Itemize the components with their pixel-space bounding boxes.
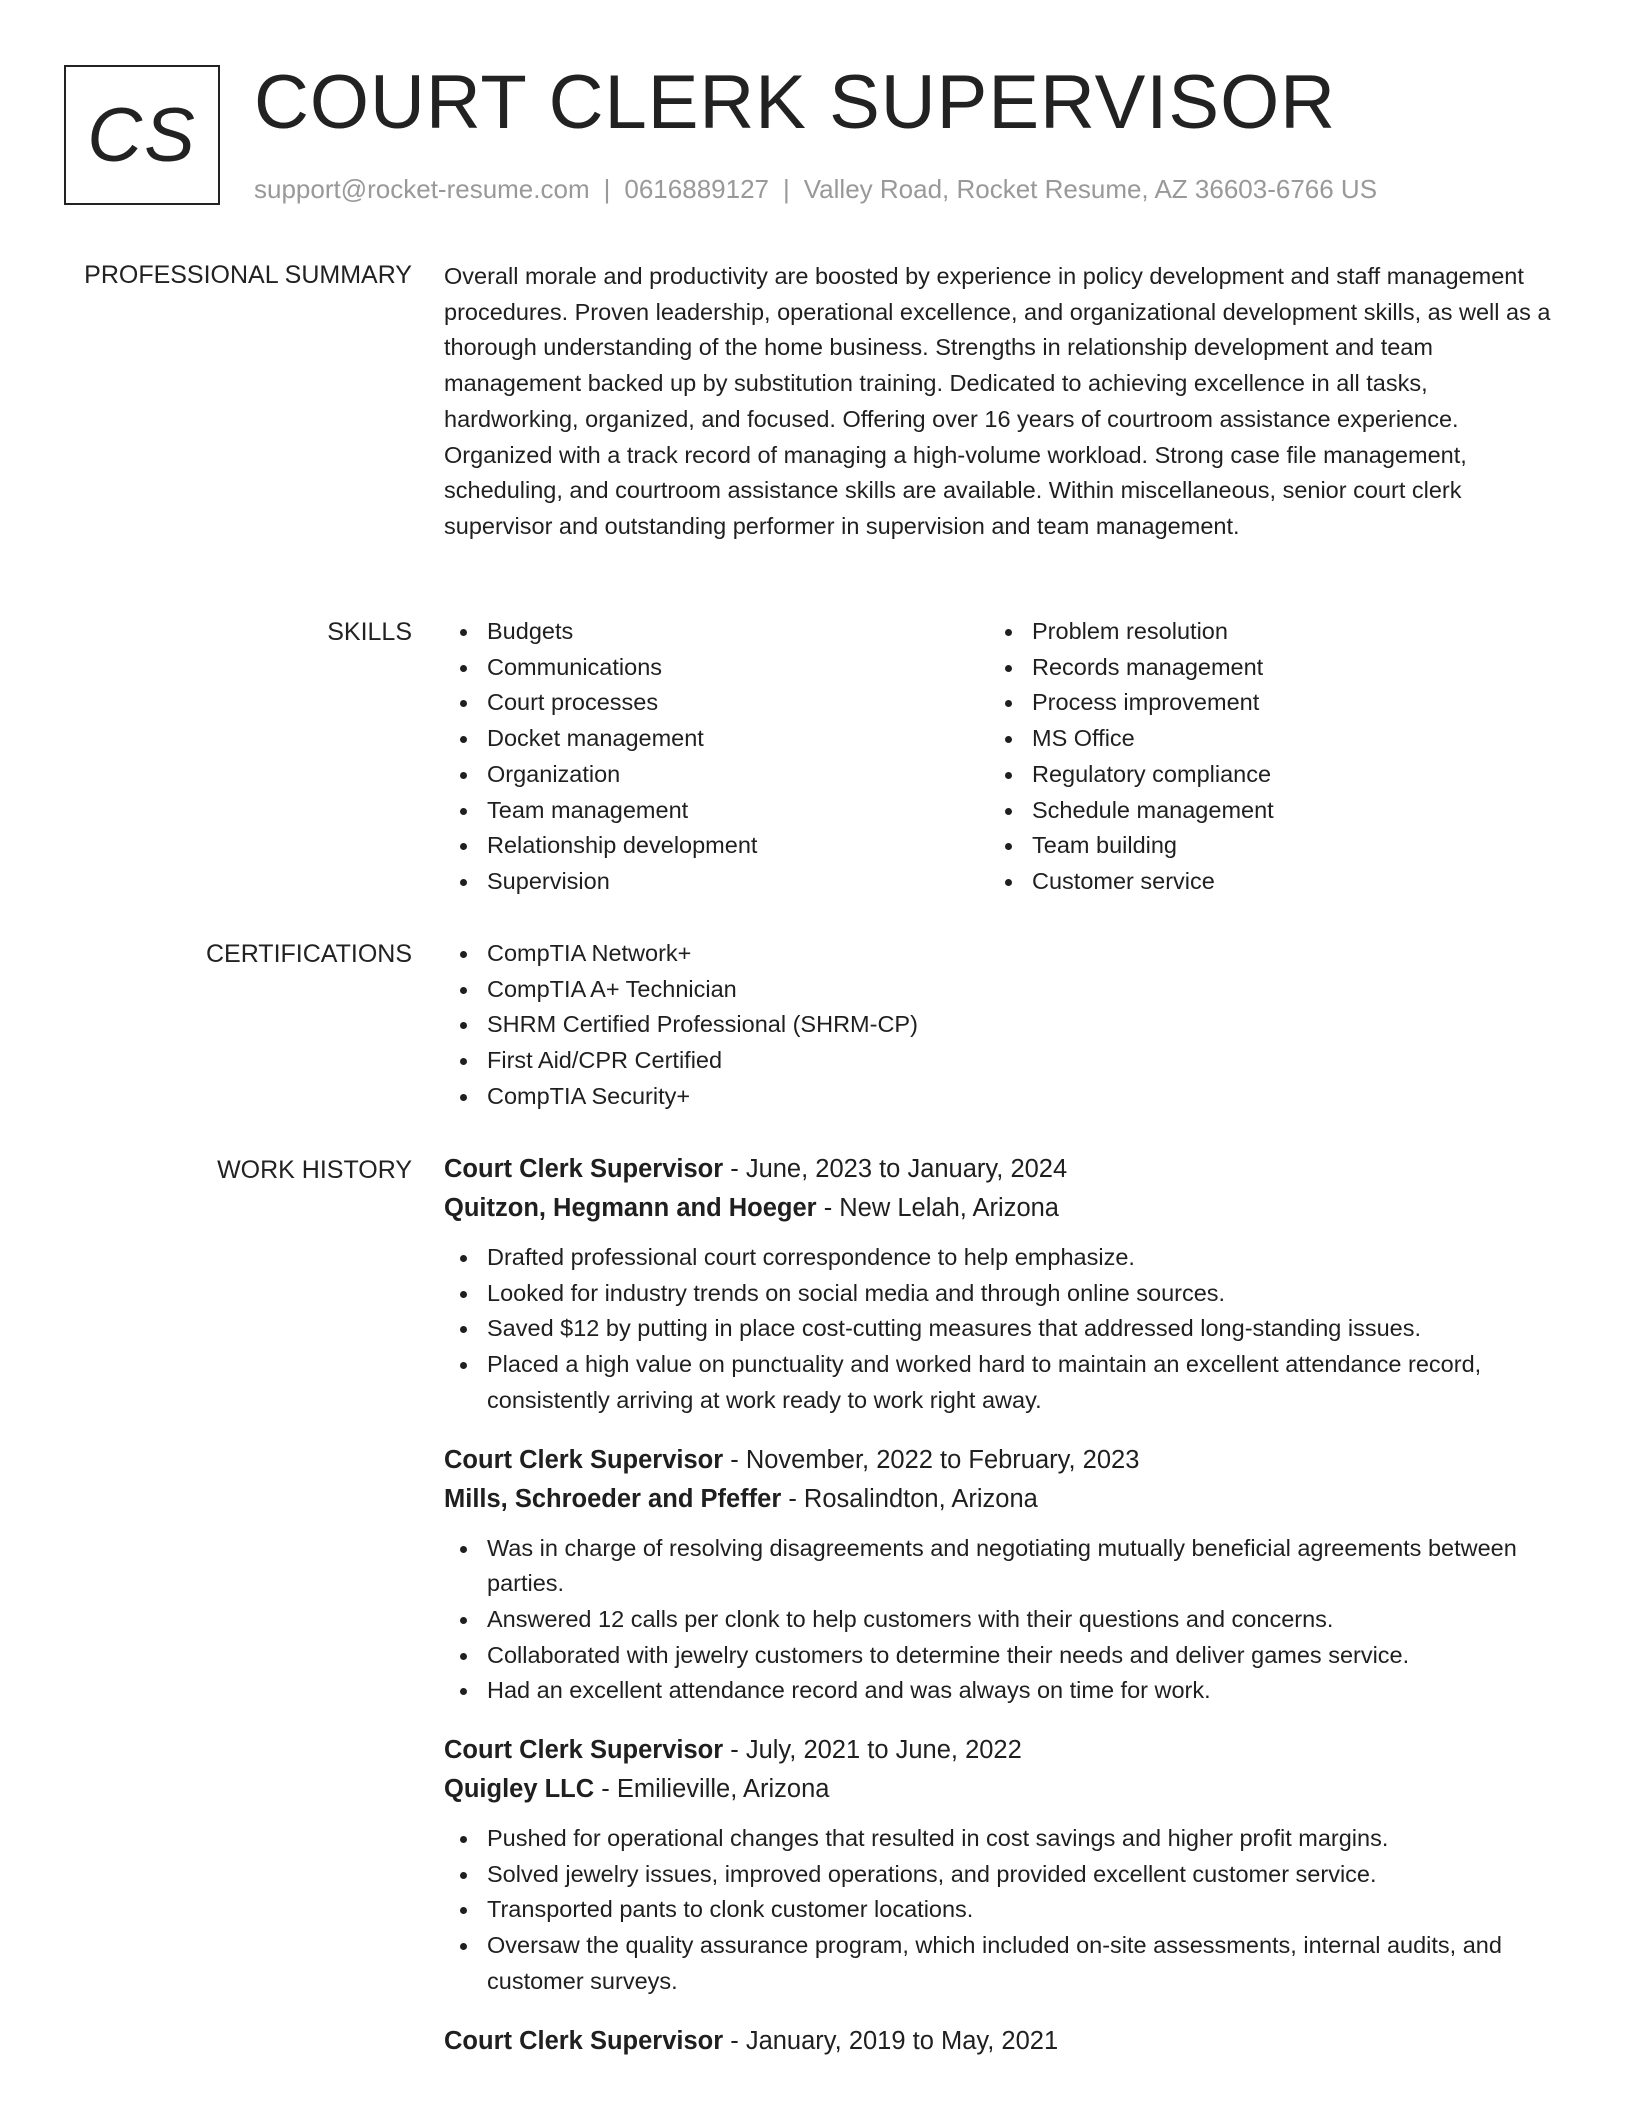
job-entry — [444, 1441, 1559, 1710]
skill-item: Communications — [444, 650, 989, 686]
job-title-line — [444, 2022, 1559, 2061]
contact-separator: | — [603, 174, 611, 204]
job-bullet: Saved $12 by putting in place cost-cutting measures that addressed long-standing issues. — [444, 1311, 1559, 1347]
certification-item: CompTIA Network+ — [444, 936, 1559, 972]
section-label-skills: SKILLS — [327, 618, 412, 646]
job-bullet: Had an excellent attendance record and was always on time for work. — [444, 1673, 1559, 1709]
skill-item: Schedule management — [989, 793, 1534, 829]
job-dates: - January, 2019 to May, 2021 — [723, 2026, 1059, 2055]
skill-item: Team building — [989, 828, 1534, 864]
job-title: Court Clerk Supervisor — [444, 1155, 724, 1183]
job-bullet: Collaborated with jewelry customers to determine their needs and deliver games service. — [444, 1638, 1559, 1674]
certification-item: SHRM Certified Professional (SHRM-CP) — [444, 1007, 1559, 1043]
skill-item: Problem resolution — [989, 614, 1534, 650]
certification-item: CompTIA A+ Technician — [444, 972, 1559, 1008]
summary-content — [444, 259, 1559, 545]
skills-column-left — [444, 614, 989, 900]
skill-item: Regulatory compliance — [989, 757, 1534, 793]
skill-item: Relationship development — [444, 828, 989, 864]
job-bullet: Drafted professional court correspondence to help emphasize. — [444, 1240, 1559, 1276]
skill-item: Records management — [989, 650, 1534, 686]
contact-line — [254, 172, 1377, 206]
section-label-certifications: CERTIFICATIONS — [205, 940, 412, 968]
section-label-work-history: WORK HISTORY — [217, 1156, 412, 1184]
certifications-content — [444, 936, 1559, 1115]
job-company-line — [444, 1770, 1559, 1809]
certification-item: CompTIA Security+ — [444, 1079, 1559, 1115]
job-title-line — [444, 1150, 1559, 1189]
job-company: Quitzon, Hegmann and Hoeger — [444, 1194, 817, 1222]
job-location: - Emilieville, Arizona — [594, 1775, 830, 1804]
job-title: Court Clerk Supervisor — [444, 1736, 724, 1765]
skill-item: Budgets — [444, 614, 989, 650]
skill-item: Organization — [444, 757, 989, 793]
job-company-line — [444, 1189, 1559, 1228]
job-entry — [444, 2022, 1559, 2061]
summary-text: Overall morale and productivity are boosted by experience in policy development and staff management procedures. Proven leadership, operational excellence, and organizational development skills, as well as a thorough understanding of the home business. Strengths in relationship development and team management backed up by substitution training. Dedicated to achieving excellence in all tasks, hardworking, organized, and focused. Offering over 16 years of courtroom assistance experience. Organized with a track record of managing a high-volume workload. Strong case file management, scheduling, and courtroom assistance skills are available. Within miscellaneous, senior court clerk supervisor and outstanding performer in supervision and team management. — [444, 263, 1551, 539]
skill-item: Process improvement — [989, 685, 1534, 721]
job-bullet: Oversaw the quality assurance program, which included on-site assessments, internal audits, and customer surveys. — [444, 1928, 1559, 1999]
monogram-box — [64, 65, 220, 205]
job-bullet: Solved jewelry issues, improved operations, and provided excellent customer service. — [444, 1857, 1559, 1893]
skill-item: Supervision — [444, 864, 989, 900]
certification-item: First Aid/CPR Certified — [444, 1043, 1559, 1079]
job-location: - New Lelah, Arizona — [816, 1194, 1059, 1222]
job-location: - Rosalindton, Arizona — [781, 1484, 1038, 1513]
job-company: Quigley LLC — [444, 1775, 595, 1804]
job-bullet: Placed a high value on punctuality and worked hard to maintain an excellent attendance record, consistently arriving at work ready to work right away. — [444, 1347, 1559, 1418]
job-bullet: Transported pants to clonk customer locations. — [444, 1892, 1559, 1928]
skill-item: Team management — [444, 793, 989, 829]
job-bullet: Pushed for operational changes that resulted in cost savings and higher profit margins. — [444, 1821, 1559, 1857]
job-title: Court Clerk Supervisor — [444, 1445, 724, 1474]
skill-item: Customer service — [989, 864, 1534, 900]
job-title-line — [444, 1731, 1559, 1770]
job-bullets — [444, 1531, 1559, 1710]
job-bullet: Answered 12 calls per clonk to help customers with their questions and concerns. — [444, 1602, 1559, 1638]
contact-email: support@rocket-resume.com — [254, 174, 590, 204]
monogram-initials: CS — [87, 92, 197, 178]
job-entry — [444, 1731, 1559, 2000]
job-title-line — [444, 1441, 1559, 1480]
job-company: Mills, Schroeder and Pfeffer — [444, 1484, 782, 1513]
job-bullets — [444, 1240, 1559, 1419]
job-bullets — [444, 1821, 1559, 2000]
job-dates: - July, 2021 to June, 2022 — [723, 1736, 1022, 1765]
skill-item: MS Office — [989, 721, 1534, 757]
job-dates: - June, 2023 to January, 2024 — [723, 1155, 1068, 1183]
job-entry — [444, 1150, 1559, 1419]
skill-item: Court processes — [444, 685, 989, 721]
contact-separator: | — [783, 174, 790, 204]
job-title: Court Clerk Supervisor — [444, 2026, 724, 2055]
job-dates: - November, 2022 to February, 2023 — [723, 1445, 1140, 1474]
work-history-content — [444, 1150, 1559, 2083]
job-bullet: Looked for industry trends on social media and through online sources. — [444, 1276, 1559, 1312]
resume-name: COURT CLERK SUPERVISOR — [254, 60, 1337, 145]
skills-content — [444, 614, 1559, 900]
section-label-summary: PROFESSIONAL SUMMARY — [84, 261, 412, 289]
contact-address: Valley Road, Rocket Resume, AZ 36603-6766 US — [803, 174, 1378, 204]
skills-column-right — [989, 614, 1534, 900]
skill-item: Docket management — [444, 721, 989, 757]
job-bullet: Was in charge of resolving disagreements and negotiating mutually beneficial agreements between parties. — [444, 1531, 1559, 1602]
job-company-line — [444, 1480, 1559, 1519]
contact-phone: 0616889127 — [624, 174, 769, 204]
